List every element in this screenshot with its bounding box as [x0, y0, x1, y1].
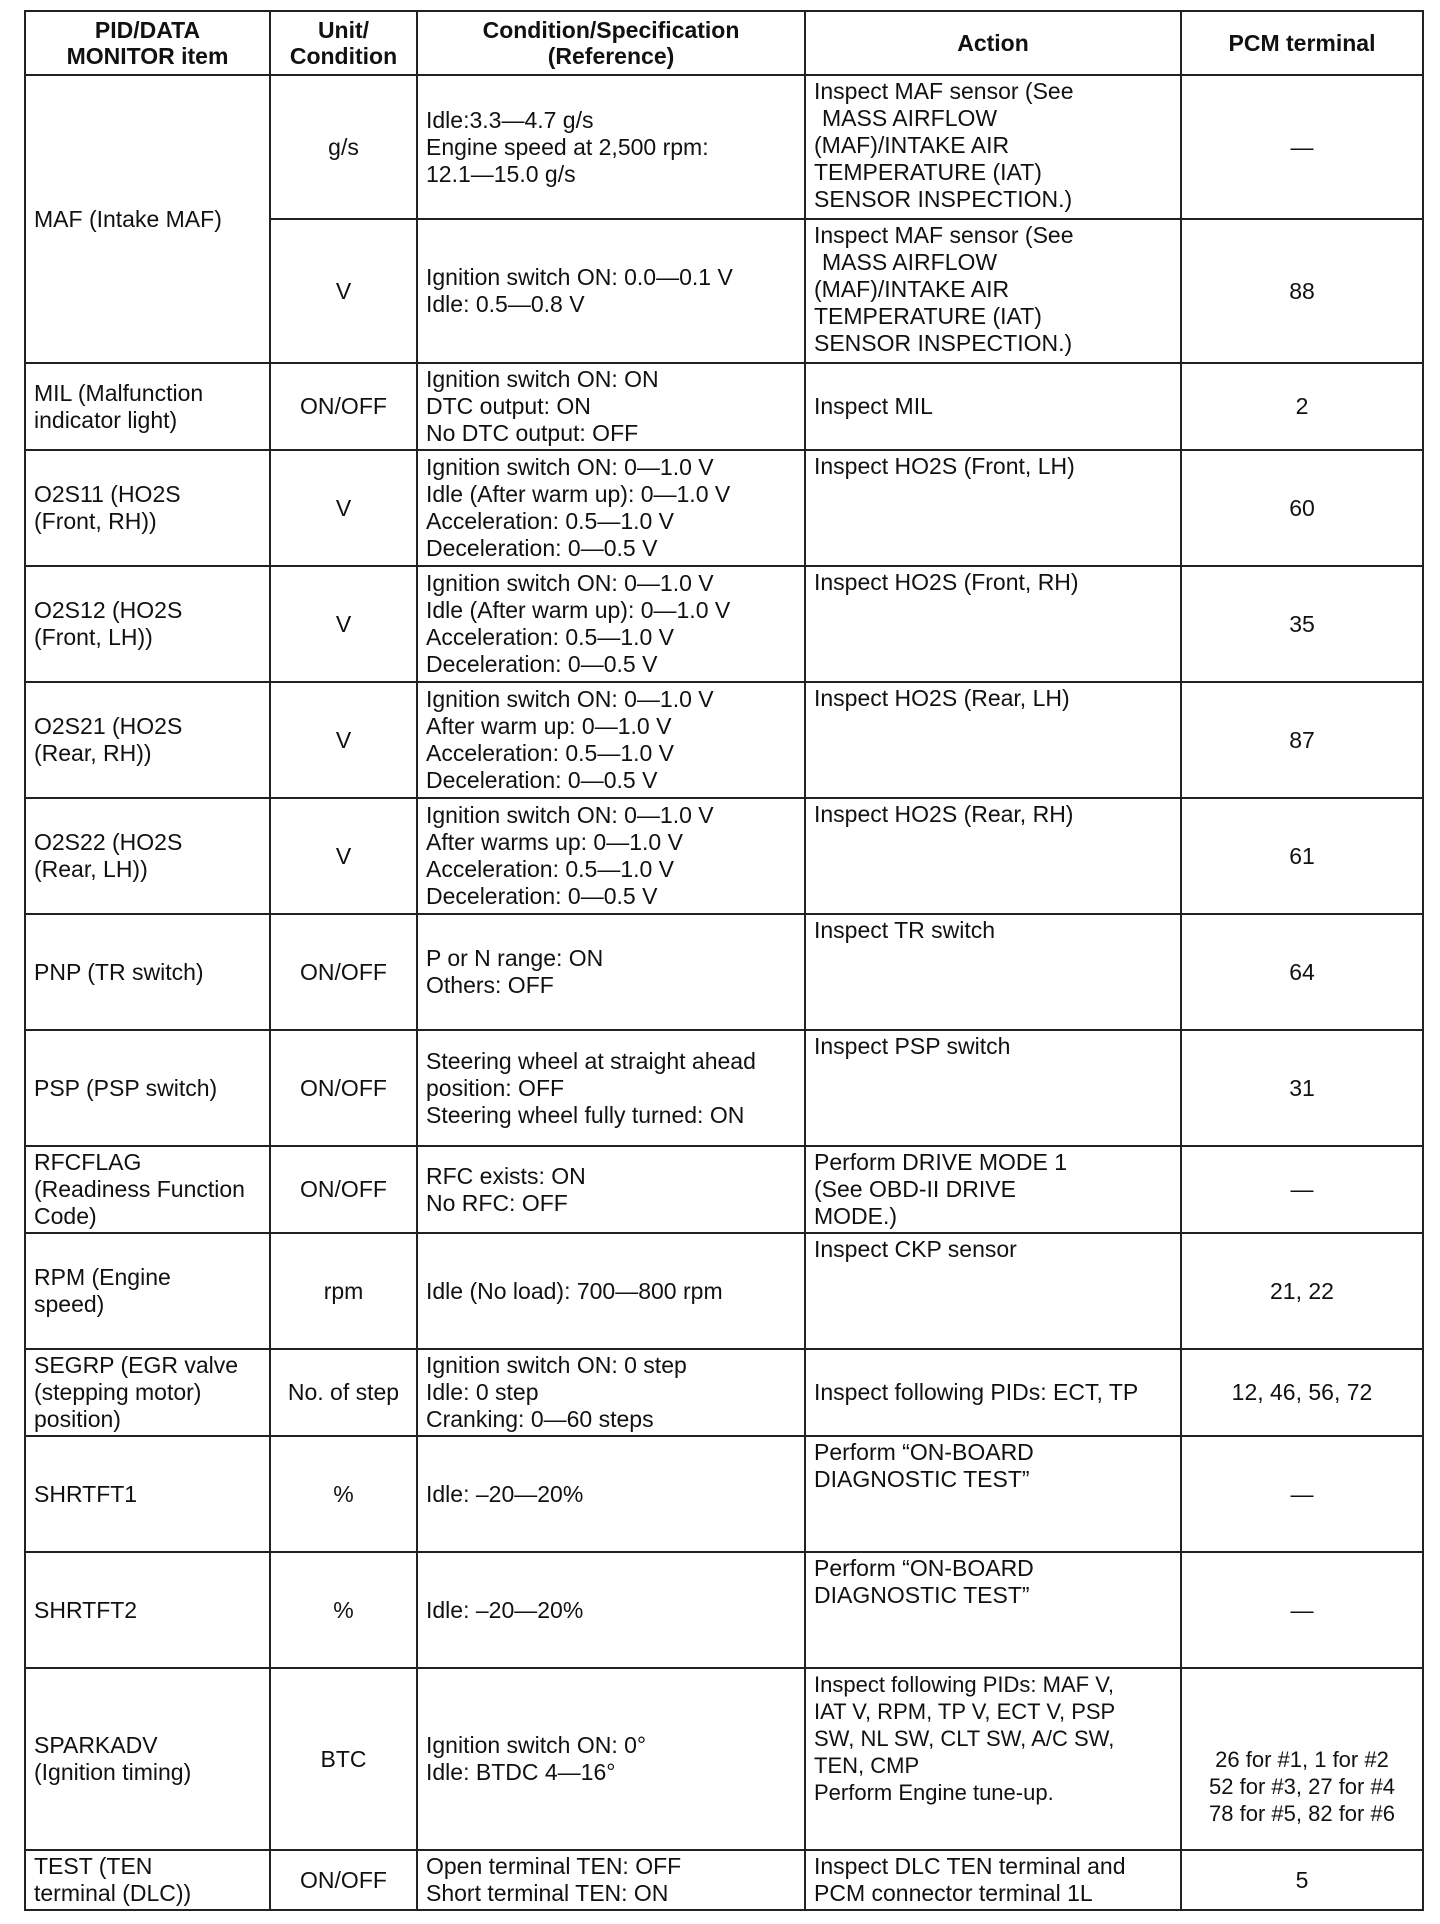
unit: V [270, 450, 417, 566]
condition-line: position: OFF [426, 1074, 565, 1101]
unit: ON/OFF [270, 363, 417, 450]
condition [417, 682, 805, 798]
condition [417, 75, 805, 219]
pcm-terminal-line: 78 for #5, 82 for #6 [1209, 1800, 1395, 1826]
condition [417, 914, 805, 1030]
condition-line: Ignition switch ON: 0—1.0 V [426, 686, 714, 712]
action-line: PCM connector terminal 1L [814, 1880, 1093, 1906]
pid-item: O2S11 (HO2S (Front, RH)) [25, 450, 270, 566]
action-line: Inspect CKP sensor [814, 1236, 1017, 1262]
pcm-terminal: 60 [1181, 450, 1423, 566]
pcm-terminal: 61 [1181, 798, 1423, 914]
unit: V [270, 798, 417, 914]
pcm-terminal: 31 [1181, 1030, 1423, 1146]
action-line: SENSOR INSPECTION.) [814, 186, 1073, 212]
table-row [25, 682, 1423, 798]
condition-line: Steering wheel fully turned: ON [426, 1101, 745, 1128]
condition-line: Others: OFF [426, 972, 554, 998]
unit: ON/OFF [270, 914, 417, 1030]
condition-line: Steering wheel at straight ahead [426, 1047, 756, 1074]
condition [417, 219, 805, 363]
action [805, 219, 1181, 363]
pid-item: MAF (Intake MAF) [25, 75, 270, 363]
action-line: Inspect following PIDs: ECT, TP [814, 1379, 1139, 1405]
unit: V [270, 566, 417, 682]
table-row [25, 1349, 1423, 1436]
pid-item: SEGRP (EGR valve (stepping motor) position) [25, 1349, 270, 1436]
condition-line: Ignition switch ON: 0—1.0 V [426, 570, 714, 596]
action-line: MODE.) [814, 1203, 898, 1229]
pcm-terminal-line: 52 for #3, 27 for #4 [1209, 1773, 1395, 1799]
action [805, 1552, 1181, 1668]
action-line: TEMPERATURE (IAT) [814, 303, 1042, 329]
pid-monitor-table [24, 10, 1424, 1911]
condition-line: Idle: –20—20% [426, 1480, 584, 1507]
pcm-terminal: 87 [1181, 682, 1423, 798]
condition-line: Deceleration: 0—0.5 V [426, 651, 658, 677]
action [805, 566, 1181, 682]
unit: No. of step [270, 1349, 417, 1436]
table-row [25, 1668, 1423, 1850]
table-row [25, 1850, 1423, 1910]
action [805, 75, 1181, 219]
condition-line: P or N range: ON [426, 945, 604, 971]
action-line: DIAGNOSTIC TEST” [814, 1466, 1030, 1492]
condition [417, 1668, 805, 1850]
pcm-terminal: 35 [1181, 566, 1423, 682]
action [805, 450, 1181, 566]
action-line: Perform “ON-BOARD [814, 1439, 1034, 1465]
action-line: Inspect HO2S (Rear, LH) [814, 685, 1070, 711]
condition-line: Cranking: 0—60 steps [426, 1406, 654, 1432]
action-line: (MAF)/INTAKE AIR [814, 276, 1010, 302]
unit: ON/OFF [270, 1030, 417, 1146]
action-line: IAT V, RPM, TP V, ECT V, PSP [814, 1699, 1116, 1724]
table-row [25, 1436, 1423, 1552]
condition-line: After warms up: 0—1.0 V [426, 829, 683, 855]
condition-line: Ignition switch ON: ON [426, 366, 659, 392]
pid-item: SHRTFT2 [25, 1552, 270, 1668]
table-row [25, 1030, 1423, 1146]
pid-item: TEST (TEN terminal (DLC)) [25, 1850, 270, 1910]
condition-line: Idle: –20—20% [426, 1596, 584, 1623]
condition-line: Open terminal TEN: OFF [426, 1853, 682, 1879]
action [805, 1349, 1181, 1436]
action-line: Perform Engine tune-up. [814, 1780, 1054, 1805]
unit: V [270, 219, 417, 363]
pid-item: O2S12 (HO2S (Front, LH)) [25, 566, 270, 682]
action [805, 682, 1181, 798]
unit: % [270, 1436, 417, 1552]
condition-line: Ignition switch ON: 0—1.0 V [426, 802, 714, 828]
table-row [25, 1146, 1423, 1233]
pcm-terminal: 21, 22 [1181, 1233, 1423, 1349]
condition [417, 1850, 805, 1910]
table-row [25, 363, 1423, 450]
condition-line: Ignition switch ON: 0° [426, 1732, 647, 1758]
pid-item: O2S22 (HO2S (Rear, LH)) [25, 798, 270, 914]
pid-item: O2S21 (HO2S (Rear, RH)) [25, 682, 270, 798]
condition-line: 12.1—15.0 g/s [426, 160, 576, 187]
pcm-terminal-line: 26 for #1, 1 for #2 [1215, 1746, 1389, 1772]
pid-item: SHRTFT1 [25, 1436, 270, 1552]
header-pcm-terminal: PCM terminal [1181, 11, 1423, 75]
condition [417, 1349, 805, 1436]
condition [417, 1436, 805, 1552]
action-line: Inspect following PIDs: MAF V, [814, 1672, 1114, 1697]
unit: g/s [270, 75, 417, 219]
condition [417, 363, 805, 450]
condition [417, 566, 805, 682]
action-line: Inspect PSP switch [814, 1033, 1011, 1059]
condition-line: Deceleration: 0—0.5 V [426, 883, 658, 909]
pcm-terminal: 5 [1181, 1850, 1423, 1910]
action-line: (See OBD-II DRIVE [814, 1176, 1016, 1202]
condition-line: Engine speed at 2,500 rpm: [426, 133, 709, 160]
condition-line: Acceleration: 0.5—1.0 V [426, 508, 675, 534]
action-line: (MAF)/INTAKE AIR [814, 132, 1010, 158]
pcm-terminal: — [1181, 1436, 1423, 1552]
action [805, 1850, 1181, 1910]
unit: V [270, 682, 417, 798]
pcm-terminal: — [1181, 1146, 1423, 1233]
action-line: MASS AIRFLOW [822, 249, 998, 275]
action-line: TEMPERATURE (IAT) [814, 159, 1042, 185]
header-unit: Unit/ Condition [270, 11, 417, 75]
condition-line: Deceleration: 0—0.5 V [426, 535, 658, 561]
pid-monitor-table-sheet [24, 10, 1422, 1911]
condition-line: Short terminal TEN: ON [426, 1880, 669, 1906]
header-action: Action [805, 11, 1181, 75]
action-line: DIAGNOSTIC TEST” [814, 1582, 1030, 1608]
condition [417, 450, 805, 566]
condition-line: Idle (After warm up): 0—1.0 V [426, 597, 731, 623]
action [805, 1146, 1181, 1233]
header-row [25, 11, 1423, 75]
action-line: Perform DRIVE MODE 1 [814, 1149, 1068, 1175]
action-line: Perform “ON-BOARD [814, 1555, 1034, 1581]
unit: rpm [270, 1233, 417, 1349]
pcm-terminal: 88 [1181, 219, 1423, 363]
header-condition: Condition/Specification (Reference) [417, 11, 805, 75]
condition-line: Idle (After warm up): 0—1.0 V [426, 481, 731, 507]
action [805, 1233, 1181, 1349]
action-line: TEN, CMP [814, 1753, 920, 1778]
pcm-terminal: 2 [1181, 363, 1423, 450]
pcm-terminal: 12, 46, 56, 72 [1181, 1349, 1423, 1436]
action-line: Inspect TR switch [814, 917, 996, 943]
pid-item: MIL (Malfunction indicator light) [25, 363, 270, 450]
unit: % [270, 1552, 417, 1668]
condition-line: Idle: 0.5—0.8 V [426, 291, 585, 317]
action-line: Inspect DLC TEN terminal and [814, 1853, 1126, 1879]
condition [417, 1146, 805, 1233]
condition-line: Deceleration: 0—0.5 V [426, 767, 658, 793]
condition-line: Idle: 0 step [426, 1379, 539, 1405]
unit: ON/OFF [270, 1850, 417, 1910]
action-line: Inspect HO2S (Rear, RH) [814, 801, 1074, 827]
condition-line: Ignition switch ON: 0.0—0.1 V [426, 264, 733, 290]
table-row [25, 1233, 1423, 1349]
condition-line: Idle: BTDC 4—16° [426, 1759, 616, 1785]
pid-item: RFCFLAG (Readiness Function Code) [25, 1146, 270, 1233]
condition [417, 1030, 805, 1146]
condition [417, 1233, 805, 1349]
pcm-terminal [1181, 1668, 1423, 1850]
pid-item: SPARKADV (Ignition timing) [25, 1668, 270, 1850]
condition-line: No RFC: OFF [426, 1189, 568, 1216]
condition-line: Acceleration: 0.5—1.0 V [426, 624, 675, 650]
condition-line: DTC output: ON [426, 393, 591, 419]
condition [417, 1552, 805, 1668]
unit: BTC [270, 1668, 417, 1850]
action-line: Inspect HO2S (Front, RH) [814, 569, 1079, 595]
action-line: SENSOR INSPECTION.) [814, 330, 1073, 356]
table-row [25, 914, 1423, 1030]
action-line: Inspect HO2S (Front, LH) [814, 453, 1075, 479]
action-line: Inspect MIL [814, 393, 933, 419]
pid-item: PSP (PSP switch) [25, 1030, 270, 1146]
action-line: MASS AIRFLOW [822, 105, 998, 131]
pcm-terminal: — [1181, 1552, 1423, 1668]
action [805, 914, 1181, 1030]
condition-line: No DTC output: OFF [426, 420, 639, 446]
action [805, 1436, 1181, 1552]
pcm-terminal: 64 [1181, 914, 1423, 1030]
action [805, 1030, 1181, 1146]
condition-line: Ignition switch ON: 0 step [426, 1352, 687, 1378]
condition-line: Idle:3.3—4.7 g/s [426, 106, 594, 133]
pid-item: RPM (Engine speed) [25, 1233, 270, 1349]
header-item: PID/DATA MONITOR item [25, 11, 270, 75]
action-line: Inspect MAF sensor (See [814, 78, 1074, 104]
action [805, 363, 1181, 450]
table-row [25, 75, 1423, 219]
table-row [25, 566, 1423, 682]
action-line: Inspect MAF sensor (See [814, 222, 1074, 248]
condition [417, 798, 805, 914]
pcm-terminal: — [1181, 75, 1423, 219]
action-line: SW, NL SW, CLT SW, A/C SW, [814, 1726, 1115, 1751]
unit: ON/OFF [270, 1146, 417, 1233]
condition-line: Acceleration: 0.5—1.0 V [426, 856, 675, 882]
condition-line: RFC exists: ON [426, 1162, 586, 1189]
condition-line: Ignition switch ON: 0—1.0 V [426, 454, 714, 480]
condition-line: Acceleration: 0.5—1.0 V [426, 740, 675, 766]
table-row [25, 798, 1423, 914]
pid-item: PNP (TR switch) [25, 914, 270, 1030]
condition-line: Idle (No load): 700—800 rpm [426, 1277, 723, 1304]
table-row [25, 1552, 1423, 1668]
action [805, 1668, 1181, 1850]
table-row [25, 450, 1423, 566]
action [805, 798, 1181, 914]
condition-line: After warm up: 0—1.0 V [426, 713, 672, 739]
